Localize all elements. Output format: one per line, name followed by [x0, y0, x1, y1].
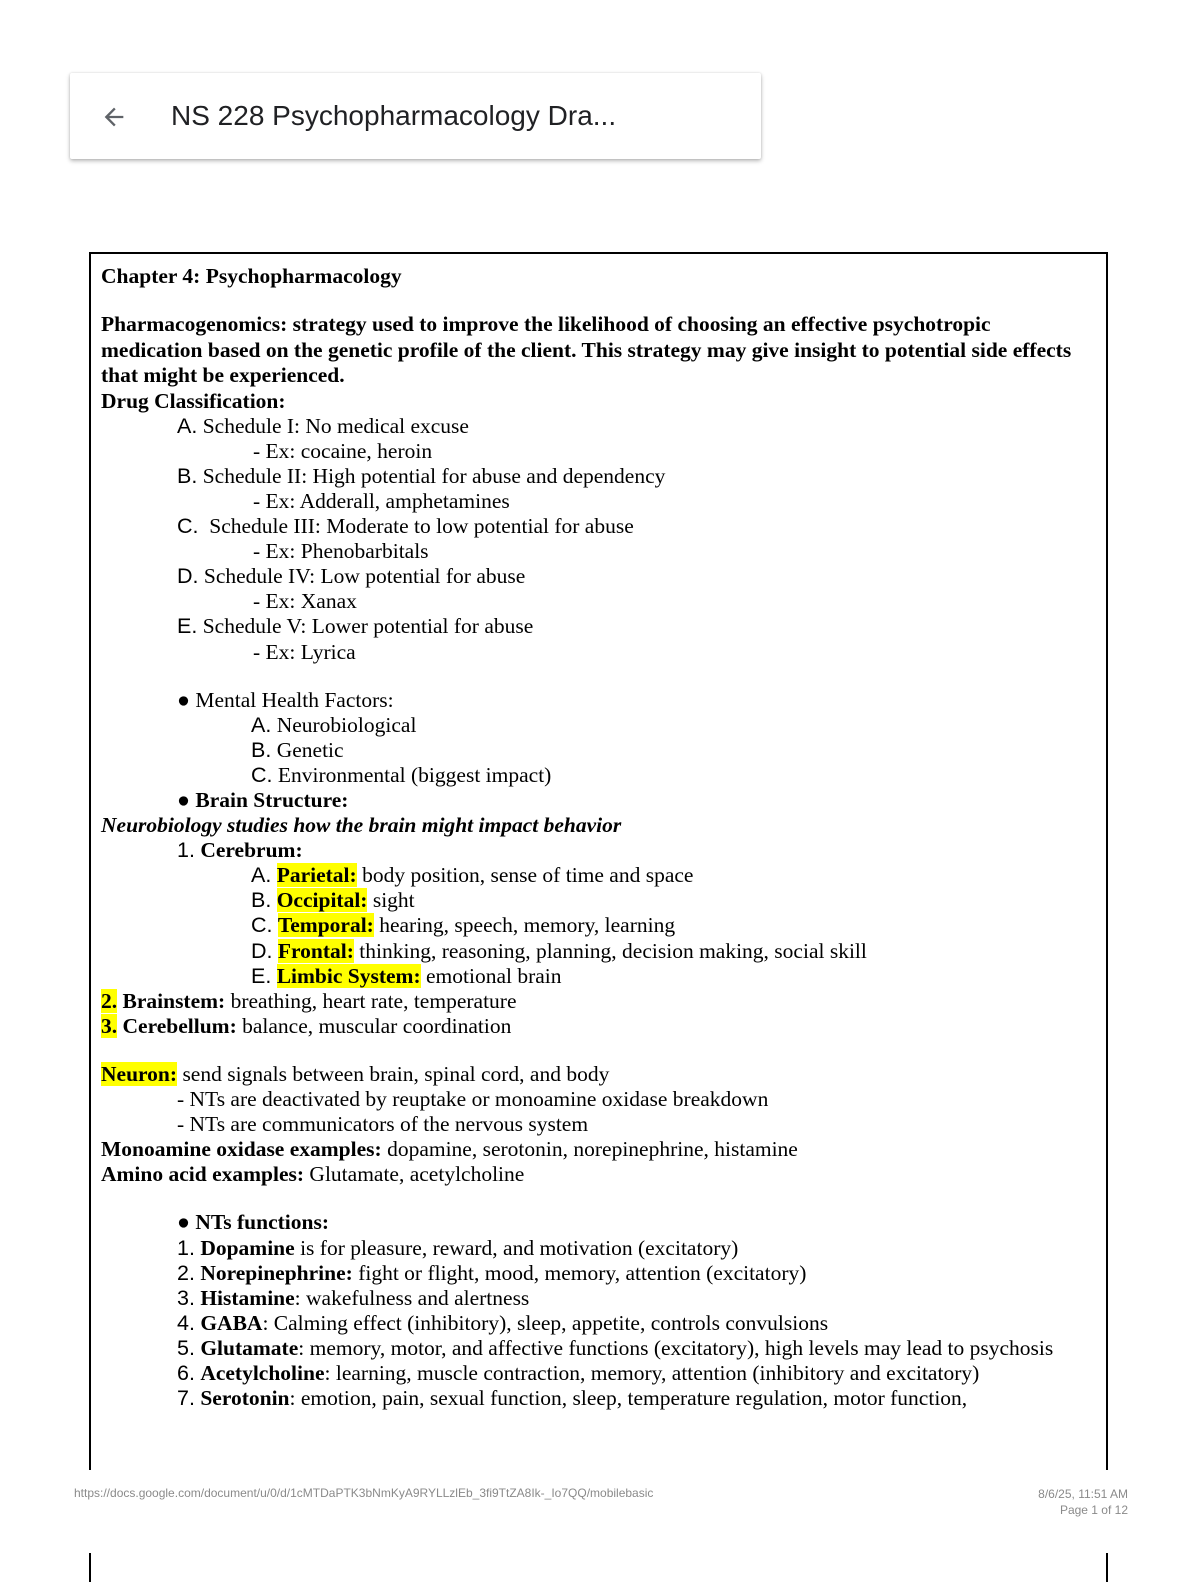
list-item: E. Limbic System: emotional brain — [251, 963, 562, 988]
mental-health-list — [101, 713, 1091, 788]
chapter-title: Chapter 4: Psychopharmacology — [101, 264, 402, 288]
cerebrum-heading: 1. Cerebrum: — [177, 838, 303, 863]
list-item: 1. Dopamine is for pleasure, reward, and motivation (excitatory) — [177, 1235, 739, 1260]
brain-structure-heading: ● Brain Structure: — [177, 788, 349, 812]
nt-functions-list — [101, 1236, 1097, 1412]
footer-info — [1032, 1486, 1128, 1518]
list-item: - Ex: Adderall, amphetamines — [253, 488, 510, 513]
monoamine-line: Monoamine oxidase examples: dopamine, serotonin, norepinephrine, histamine — [101, 1137, 798, 1162]
list-item: A. Schedule I: No medical excuse — [177, 413, 469, 438]
page-bottom-margin — [0, 1470, 1200, 1553]
list-item: - Ex: cocaine, heroin — [253, 438, 433, 463]
neuron-line: Neuron: send signals between brain, spinal cord, and body — [101, 1061, 610, 1086]
neuron-note: - NTs are deactivated by reuptake or monoamine oxidase breakdown — [177, 1087, 769, 1112]
list-item: E. Schedule V: Lower potential for abuse — [177, 614, 534, 639]
footer-url: https://docs.google.com/document/u/0/d/1cMTDaPTK3bNmKyA9RYLLzlEb_3fi9TtZA8Ik-_Io7QQ/mobilebasic — [70, 1486, 657, 1500]
cerebellum-line: 3. Cerebellum: balance, muscular coordination — [101, 1013, 512, 1038]
document-page — [89, 252, 1108, 1582]
amino-acid-line: Amino acid examples: Glutamate, acetylcholine — [101, 1162, 525, 1187]
footer-datetime: 8/6/25, 11:51 AM — [1038, 1487, 1128, 1501]
list-item: 7. Serotonin: emotion, pain, sexual function, sleep, temperature regulation, motor function, — [177, 1386, 968, 1411]
list-item: 6. Acetylcholine: learning, muscle contraction, memory, attention (inhibitory and excitatory) — [177, 1360, 980, 1385]
nt-functions-heading: ● NTs functions: — [177, 1210, 329, 1235]
list-item: C. Environmental (biggest impact) — [251, 762, 552, 787]
list-item: B. Genetic — [251, 737, 344, 762]
neuron-note: - NTs are communicators of the nervous system — [177, 1112, 589, 1137]
list-item: - Ex: Lyrica — [253, 639, 356, 664]
document-title: NS 228 Psychopharmacology Dra... — [171, 100, 617, 131]
list-item: A. Neurobiological — [251, 712, 417, 737]
list-item: 5. Glutamate: memory, motor, and affective functions (excitatory), high levels may lead to psychosis — [177, 1335, 1054, 1360]
list-item: D. Frontal: thinking, reasoning, planning, decision making, social skill — [251, 938, 867, 963]
list-item: - Ex: Phenobarbitals — [253, 539, 429, 564]
list-item: A. Parietal: body position, sense of time and space — [251, 863, 694, 888]
neurobiology-note: Neurobiology studies how the brain might impact behavior — [101, 813, 622, 838]
mental-health-heading: ● Mental Health Factors: — [177, 687, 394, 712]
list-item: 2. Norepinephrine: fight or flight, mood, memory, attention (excitatory) — [177, 1260, 807, 1285]
list-item: B. Occipital: sight — [251, 888, 415, 913]
drug-classification-heading: Drug Classification: — [101, 388, 286, 413]
list-item: C. Temporal: hearing, speech, memory, learning — [251, 913, 676, 938]
list-item: 3. Histamine: wakefulness and alertness — [177, 1285, 530, 1310]
list-item: C. Schedule III: Moderate to low potential for abuse — [177, 514, 634, 539]
document-content — [101, 264, 1091, 1411]
brainstem-line: 2. Brainstem: breathing, heart rate, temperature — [101, 988, 517, 1013]
app-header — [70, 73, 761, 159]
list-item: 4. GABA: Calming effect (inhibitory), sleep, appetite, controls convulsions — [177, 1310, 829, 1335]
list-item: - Ex: Xanax — [253, 589, 357, 614]
list-item: D. Schedule IV: Low potential for abuse — [177, 564, 526, 589]
arrow-left-icon[interactable] — [100, 103, 128, 131]
lobe-list — [101, 863, 1091, 988]
schedule-list — [101, 414, 1091, 665]
footer-page-number: Page 1 of 12 — [1059, 1503, 1128, 1517]
pharmacogenomics-paragraph: Pharmacogenomics: strategy used to improve the likelihood of choosing an effective psychotropic medication based on the genetic profile of the client. This strategy may give insight to potential side effects that might be experienced. — [101, 312, 1072, 388]
list-item: B. Schedule II: High potential for abuse and dependency — [177, 463, 666, 488]
